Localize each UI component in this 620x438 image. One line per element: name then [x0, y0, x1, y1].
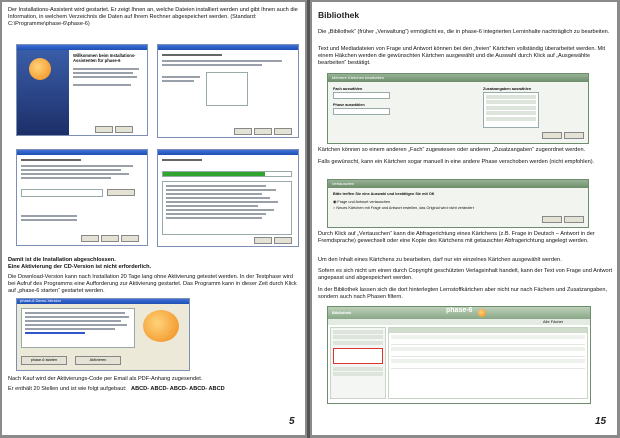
code-structure-line	[8, 386, 300, 393]
phase6-logo-icon	[29, 58, 51, 80]
paragraph-2: Text und Mediadateien von Frage und Antwort können bei den „freien“ Kärtchen vollständig überarbeitet werden. Mit einem Häkchen werden die gewünschten Kärtchen ausgewählt und die Auswahl durch Klick auf „Ausgewählte bearbeiten“ bestätigt.	[318, 46, 606, 66]
cancel-button[interactable]	[564, 132, 584, 139]
installer-components-window	[157, 44, 299, 138]
ok-button[interactable]	[542, 132, 562, 139]
installer-directory-window	[16, 149, 148, 246]
activation-dialog-title: phase-6 Demo-Version	[20, 298, 61, 303]
phase-select[interactable]	[333, 108, 390, 115]
page-gutter	[307, 0, 310, 438]
ok-button[interactable]	[542, 216, 562, 223]
library-header	[328, 307, 590, 319]
phase6-logo-icon	[478, 309, 486, 317]
swap-option-1[interactable]: ◉ Frage und Antwort vertauschen	[333, 200, 391, 204]
download-paragraph: Die Download-Version kann nach Installation 20 Tage lang ohne Aktivierung getestet werden. In der Testphase wird bei Aufruf des Programms eine Aufforderung zur Aktivierung gestartet. Das Programm kann in dieser Zeit durch Klick auf „phase-6 starten“ gestartet werden.	[8, 274, 297, 294]
start-phase6-button[interactable]: phase-6 starten	[21, 356, 67, 365]
phase-label: Phase auswählen	[333, 103, 365, 107]
zusatz-list[interactable]	[483, 92, 539, 128]
right-page	[312, 2, 617, 435]
installer-progress-window	[157, 149, 299, 247]
library-brand: phase-6	[446, 307, 473, 314]
swap-option-2[interactable]: ○ Neues Kärtchen mit Frage und Antwort erstellen, das Original wird nicht verändert	[333, 206, 474, 210]
all-subjects-button[interactable]: Alle Fächer	[543, 319, 564, 324]
edit-cards-dialog	[327, 73, 589, 144]
activate-button[interactable]: Aktivieren	[75, 356, 121, 365]
paragraph-7: Sofern es sich nicht um einen durch Copyright geschützten Verlagsinhalt handelt, kann der Text von Frage und Antwort angepasst und abgespeichert werden.	[318, 268, 613, 281]
swap-dialog-title: Vertauschen	[328, 180, 588, 188]
code-intro: Er enthält 20 Stellen und ist wie folgt aufgebaut:	[8, 386, 127, 392]
library-tab[interactable]: Bibliothek	[332, 310, 352, 315]
phase6-logo-icon	[143, 310, 179, 342]
paragraph-1: Die „Bibliothek“ (früher „Verwaltung“) ermöglicht es, die in phase-6 integrierten Lerninhalte nachträglich zu bearbeiten.	[318, 29, 610, 35]
activation-dialog	[16, 298, 190, 371]
fach-label: Fach auswählen	[333, 87, 363, 91]
wizard-title: Willkommen beim Installations-Assistenten für phase-6	[73, 53, 136, 63]
installer-welcome-window	[16, 44, 148, 136]
swap-dialog	[327, 179, 589, 228]
swap-dialog-heading: Bitte treffen Sie eine Auswahl und bestätigen Sie mit OK	[333, 192, 435, 196]
code-format: ABCD- ABCD- ABCD- ABCD- ABCD	[131, 386, 225, 392]
paragraph-5: Durch Klick auf „Vertauschen“ kann die Abfragerichtung eines Kärtchens (z.B. Frage in Deutsch – Antwort in der Fremdsprache) gewechselt oder eine Kopie des Kärtchens mit getauschter Abfragerichtung angelegt werden.	[318, 231, 595, 244]
fach-select[interactable]	[333, 92, 390, 99]
paragraph-6: Um den Inhalt eines Kärtchens zu bearbeiten, darf nur ein einzelnes Kärtchen ausgewählt werden.	[318, 257, 562, 263]
left-page	[2, 2, 305, 435]
library-screenshot	[327, 306, 591, 404]
paragraph-8: In der Bibliothek lassen sich die dort hinterlegten Lernstoffkärtchen aber nicht nur nach Fächern und Zusatzangaben, sondern auch nach Phasen filtern.	[318, 287, 608, 300]
cancel-button[interactable]	[564, 216, 584, 223]
completion-title: Damit ist die Installation abgeschlossen.	[8, 257, 116, 263]
page-number-left: 5	[289, 416, 295, 427]
page-number-right: 15	[595, 416, 607, 427]
paragraph-4: Falls gewünscht, kann ein Kärtchen sogar manuell in eine andere Phase verschoben werden (nicht empfohlen).	[318, 159, 595, 165]
library-card-table[interactable]	[388, 327, 588, 399]
library-filter-panel	[330, 327, 386, 399]
intro-paragraph: Der Installations-Assistent wird gestartet. Er zeigt Ihnen an, welche Dateien installiert werden und gibt Ihnen auch die Information, in welchem Verzeichnis die Daten auf Ihrem Rechner abgespeichert werden. (Standard: C:\Programme\phase-6\phase-6)	[8, 7, 298, 27]
zusatz-label: Zusatzangaben auswählen	[483, 87, 532, 91]
section-heading: Bibliothek	[318, 10, 360, 20]
completion-subtitle: Eine Aktivierung der CD-Version ist nicht erforderlich.	[8, 264, 152, 270]
paragraph-3: Kärtchen können so einem anderen „Fach“ zugewiesen oder anderen „Zusatzangaben“ zugeordnet werden.	[318, 147, 586, 153]
edit-cards-dialog-title: Mehrere Kärtchen bearbeiten	[328, 74, 588, 82]
after-purchase-text: Nach Kauf wird der Aktivierungs-Code per Email als PDF-Anhang zugesendet.	[8, 376, 203, 382]
